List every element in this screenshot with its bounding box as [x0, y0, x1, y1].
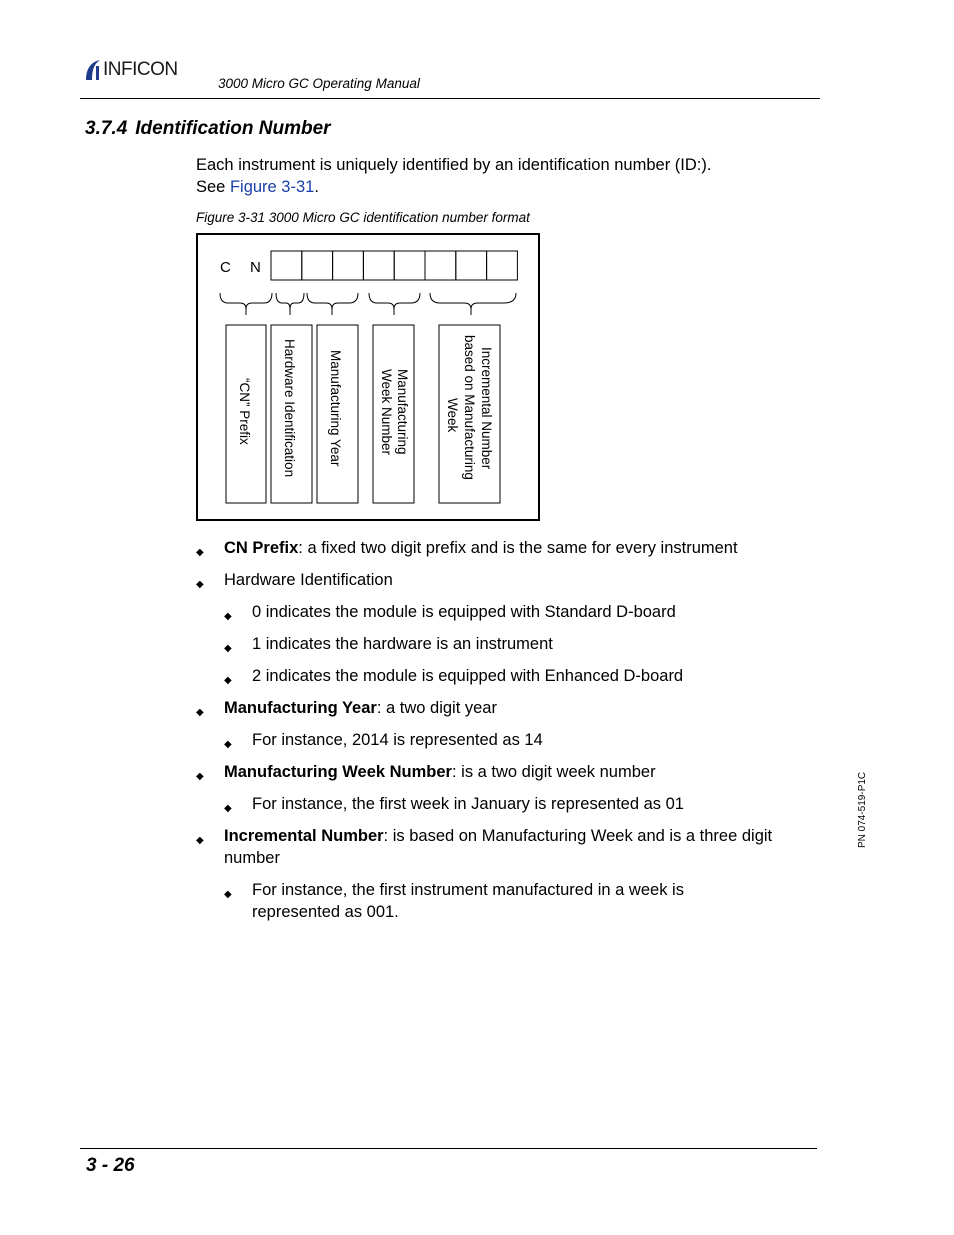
- diamond-bullet-icon: ◆: [224, 739, 232, 750]
- bullet-year-example: ◆ For instance, 2014 is represented as 14: [252, 729, 543, 751]
- letter-n: N: [250, 259, 261, 276]
- bullet-week: ◆ Manufacturing Week Number: is a two digit week number: [224, 761, 656, 783]
- id-format-figure: [196, 233, 540, 521]
- bullet-hw-1: ◆ 1 indicates the hardware is an instrument: [252, 633, 553, 655]
- inficon-logo-icon: [82, 58, 104, 82]
- label-year: Manufacturing Year: [328, 350, 343, 467]
- diamond-bullet-icon: ◆: [224, 889, 232, 900]
- id-format-diagram: [198, 235, 538, 519]
- bullet-incremental-example: ◆ For instance, the first instrument manufactured in a week is represented as 001.: [224, 881, 684, 921]
- label-inc-3: Week: [445, 398, 460, 433]
- part-number: PN 074-519-P1C: [857, 771, 868, 848]
- bullet-year: ◆ Manufacturing Year: a two digit year: [224, 697, 497, 719]
- diamond-bullet-icon: ◆: [196, 707, 204, 718]
- figure-link[interactable]: Figure 3-31: [229, 178, 315, 196]
- intro-line-2: See Figure 3-31.: [196, 178, 319, 196]
- label-hardware: Hardware Identification: [282, 339, 297, 478]
- digit-box: [271, 251, 302, 280]
- brace-hardware: [276, 293, 304, 309]
- group-braces: [220, 293, 516, 315]
- bullet-incremental: ◆ Incremental Number: is based on Manufacturing Week and is a three digit number: [196, 827, 773, 867]
- figure-caption: Figure 3-31 3000 Micro GC identification number format: [196, 210, 530, 225]
- bullet-week-example: ◆ For instance, the first week in January is represented as 01: [252, 793, 684, 815]
- bullet-hw-0: ◆ 0 indicates the module is equipped with Standard D-board: [252, 601, 676, 623]
- label-inc-1: Incremental Number: [479, 347, 494, 470]
- intro-line-1: Each instrument is uniquely identified by an identification number (ID:).: [196, 156, 712, 174]
- bullet-hardware: ◆ Hardware Identification: [224, 569, 393, 591]
- diamond-bullet-icon: ◆: [224, 643, 232, 654]
- header-rule: [80, 98, 820, 99]
- letter-c: C: [220, 259, 231, 276]
- digit-box: [487, 251, 518, 280]
- digit-boxes: [271, 251, 517, 280]
- label-week-2: Week Number: [379, 369, 394, 456]
- label-inc-2: based on Manufacturing: [462, 335, 477, 480]
- bullet-hw-2: ◆ 2 indicates the module is equipped with Enhanced D-board: [252, 665, 683, 687]
- diamond-bullet-icon: ◆: [196, 579, 204, 590]
- diamond-bullet-icon: ◆: [224, 803, 232, 814]
- bullet-cn-prefix: ◆ CN Prefix: a fixed two digit prefix and is the same for every instrument: [224, 537, 738, 559]
- section-heading: [85, 118, 331, 140]
- section-number: 3.7.4: [85, 118, 128, 139]
- brace-incremental: [430, 293, 516, 309]
- diamond-bullet-icon: ◆: [196, 835, 204, 846]
- manual-title: 3000 Micro GC Operating Manual: [218, 76, 420, 91]
- brace-prefix: [220, 293, 272, 309]
- page-number: 3 - 26: [86, 1155, 135, 1176]
- diamond-bullet-icon: ◆: [196, 771, 204, 782]
- digit-box: [302, 251, 333, 280]
- diamond-bullet-icon: ◆: [224, 611, 232, 622]
- logo-wordmark: INFICON: [103, 59, 178, 80]
- digit-box: [425, 251, 456, 280]
- digit-box: [333, 251, 364, 280]
- brace-year: [307, 293, 358, 309]
- diamond-bullet-icon: ◆: [224, 675, 232, 686]
- label-prefix: “CN” Prefix: [237, 378, 252, 445]
- digit-box: [363, 251, 394, 280]
- digit-box: [456, 251, 487, 280]
- brace-week: [369, 293, 420, 309]
- digit-box: [394, 251, 425, 280]
- footer-rule: [80, 1148, 817, 1149]
- diamond-bullet-icon: ◆: [196, 547, 204, 558]
- section-title: Identification Number: [135, 118, 331, 139]
- label-week-1: Manufacturing: [395, 369, 410, 455]
